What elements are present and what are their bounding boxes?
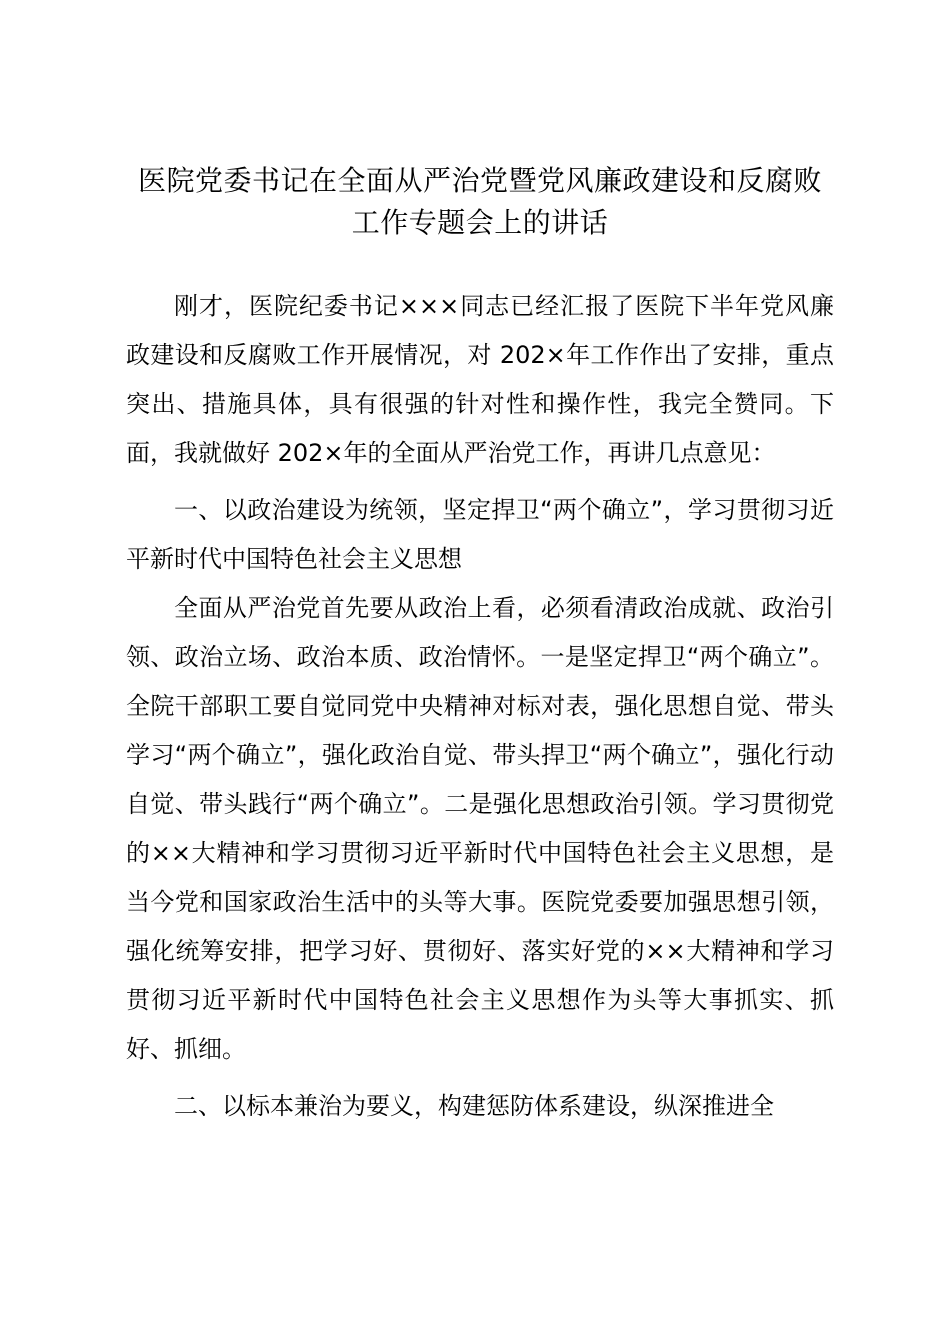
document-body [126,282,834,1131]
title-line-1: 医院党委书记在全面从严治党暨党风廉政建设和反腐败 [137,164,822,197]
paragraph-section-1: 全面从严治党首先要从政治上看，必须看清政治成就、政治引领、政治立场、政治本质、政治情怀。一是坚定捍卫“两个确立”。全院干部职工要自觉同党中央精神对标对表，强化思想自觉、带头学习“两个确立”，强化政治自觉、带头捍卫“两个确立”，强化行动自觉、带头践行“两个确立”。二是强化思想政治引领。学习贯彻党的××大精神和学习贯彻习近平新时代中国特色社会主义思想，是当今党和国家政治生活中的头等大事。医院党委要加强思想引领，强化统筹安排，把学习好、贯彻好、落实好党的××大精神和学习贯彻习近平新时代中国特色社会主义思想作为头等大事抓实、抓好、抓细。 [126,594,834,1063]
section-heading-1: 一、以政治建设为统领，坚定捍卫“两个确立”，学习贯彻习近平新时代中国特色社会主义思想 [126,496,834,573]
document-title [110,160,850,244]
paragraph-intro: 刚才，医院纪委书记×××同志已经汇报了医院下半年党风廉政建设和反腐败工作开展情况，对 202×年工作作出了安排，重点突出、措施具体，具有很强的针对性和操作性，我完全赞同。下面，我就做好 202×年的全面从严治党工作，再讲几点意见： [126,292,834,467]
title-line-2: 工作专题会上的讲话 [351,206,609,239]
section-heading-2: 二、以标本兼治为要义，构建惩防体系建设，纵深推进全 [174,1092,774,1120]
